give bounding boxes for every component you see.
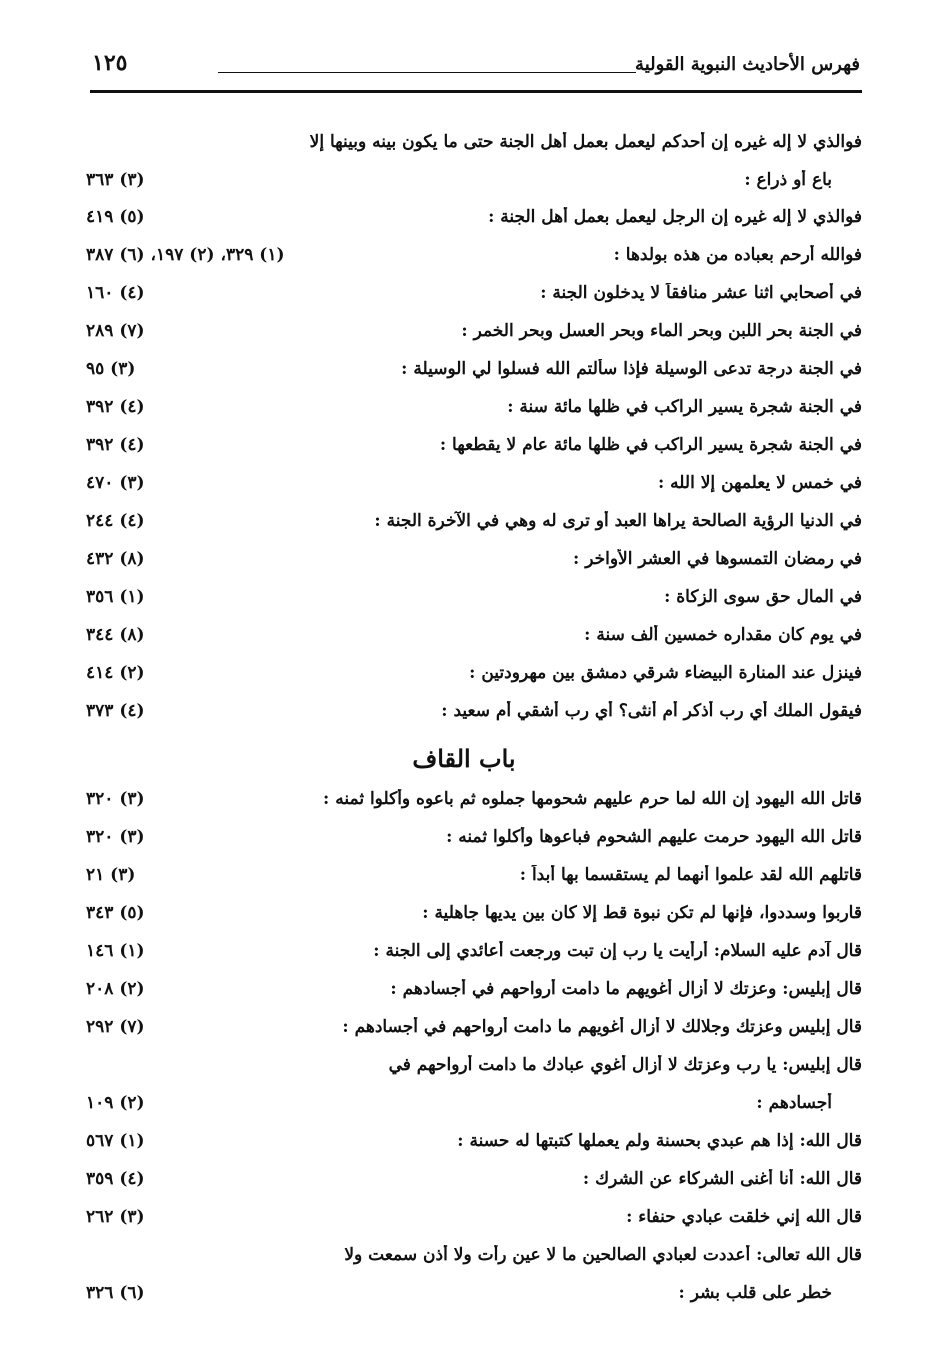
entry-text: فوالذي لا إله غيره إن الرجل ليعمل بعمل أهل الجنة :: [488, 207, 862, 227]
entry-reference: (١) ٥٦٧: [86, 1131, 145, 1151]
entry-text: قال آدم عليه السلام: أرأيت يا رب إن تبت ورجعت أعائدي إلى الجنة :: [373, 941, 862, 961]
entry-text: أجسادهم :: [756, 1093, 832, 1113]
entry-text: في أصحابي اثنا عشر منافقاً لا يدخلون الجنة :: [540, 283, 862, 303]
index-entry: [86, 429, 862, 465]
entry-text: قال إبليس: وعزتك لا أزال أغويهم ما دامت أرواحهم في أجسادهم :: [390, 979, 862, 999]
entry-reference: (٧) ٢٨٩: [86, 321, 145, 341]
entry-text: في المال حق سوى الزكاة :: [664, 587, 862, 607]
entry-reference: (٧) ٢٩٢: [86, 1017, 145, 1037]
entry-reference: (٦) ٣٢٦: [86, 1283, 145, 1303]
index-entry: [86, 1163, 862, 1199]
index-entry: [86, 935, 862, 971]
page-number: ١٢٥: [92, 50, 128, 76]
index-entry: [86, 1277, 862, 1313]
entry-text: خطر على قلب بشر :: [678, 1283, 832, 1303]
index-entry: [86, 1125, 862, 1161]
index-entry: [86, 897, 862, 933]
entry-text: قال الله إني خلقت عبادي حنفاء :: [626, 1207, 862, 1227]
index-entry: [86, 581, 862, 617]
page-header: [90, 46, 862, 86]
entry-reference: (٢) ١٠٩: [86, 1093, 145, 1113]
entry-reference: (٤) ٢٤٤: [86, 511, 145, 531]
entry-text: فوالله أرحم بعباده من هذه بولدها :: [613, 245, 862, 265]
entry-text: قاتل الله اليهود حرمت عليهم الشحوم فباعوها وأكلوا ثمنه :: [446, 827, 862, 847]
entry-reference: (٣) ٤٧٠: [86, 473, 145, 493]
header-rule: [90, 90, 862, 93]
index-entry: [86, 239, 862, 275]
entry-text: في خمس لا يعلمهن إلا الله :: [657, 473, 862, 493]
index-entry: [86, 467, 862, 503]
index-entry: [86, 1239, 862, 1275]
entry-reference: (٤) ٣٩٢: [86, 435, 145, 455]
index-entry: [86, 277, 862, 313]
index-entry: [86, 391, 862, 427]
entry-text: قاتل الله اليهود إن الله لما حرم عليهم شحومها جملوه ثم باعوه وأكلوا ثمنه :: [323, 789, 862, 809]
entry-text: في الجنة شجرة يسير الراكب في ظلها مائة سنة :: [507, 397, 862, 417]
entry-text: في الجنة بحر اللبن وبحر الماء وبحر العسل وبحر الخمر :: [461, 321, 862, 341]
index-entry: [86, 353, 862, 389]
entry-reference: (٣) ٣٢٠: [86, 827, 145, 847]
entry-reference: (٥) ٤١٩: [86, 207, 145, 227]
index-entry: [86, 1011, 862, 1047]
index-entry: [86, 859, 862, 895]
entry-reference: (٨) ٤٣٢: [86, 549, 145, 569]
entry-reference: (٢) ٢٠٨: [86, 979, 145, 999]
index-entry: [86, 695, 862, 731]
entry-reference: (٤) ١٦٠: [86, 283, 145, 303]
entry-text: قال الله تعالى: أعددت لعبادي الصالحين ما لا عين رأت ولا أذن سمعت ولا: [344, 1245, 862, 1265]
index-entry: [86, 783, 862, 819]
entry-reference: (٨) ٣٤٤: [86, 625, 145, 645]
index-entry: [86, 543, 862, 579]
entry-text: في يوم كان مقداره خمسين ألف سنة :: [584, 625, 862, 645]
index-entry: [86, 1201, 862, 1237]
index-entry: [86, 164, 862, 200]
entry-reference: (١) ١٤٦: [86, 941, 145, 961]
entry-text: فوالذي لا إله غيره إن أحدكم ليعمل بعمل أهل الجنة حتى ما يكون بينه وبينها إلا: [309, 132, 862, 152]
entry-text: فيقول الملك أي رب أذكر أم أنثى؟ أي رب أشقي أم سعيد :: [441, 701, 862, 721]
entry-text: في رمضان التمسوها في العشر الأواخر :: [573, 549, 862, 569]
entry-reference: (٢) ٤١٤: [86, 663, 145, 683]
entry-text: قال الله: إذا هم عبدي بحسنة ولم يعملها كتبتها له حسنة :: [457, 1131, 862, 1151]
entry-text: قاربوا وسددوا، فإنها لم تكن نبوة قط إلا كان بين يديها جاهلية :: [422, 903, 862, 923]
entry-text: قال الله: أنا أغنى الشركاء عن الشرك :: [582, 1169, 862, 1189]
entry-text: باع أو ذراع :: [744, 170, 832, 190]
index-entry: [86, 657, 862, 693]
index-entry: [86, 201, 862, 237]
index-entry: [86, 619, 862, 655]
entry-reference: (١) ٣٢٩، (٢) ١٩٧، (٦) ٣٨٧: [86, 245, 285, 265]
index-entry: [86, 505, 862, 541]
entry-reference: (٤) ٣٥٩: [86, 1169, 145, 1189]
entry-reference: (١) ٣٥٦: [86, 587, 145, 607]
entry-reference: (٣) ٩٥: [86, 359, 136, 379]
entry-text: قال إبليس وعزتك وجلالك لا أزال أغويهم ما دامت أرواحهم في أجسادهم :: [342, 1017, 862, 1037]
header-dash-line: [218, 72, 636, 73]
entry-reference: (٣) ٢٦٢: [86, 1207, 145, 1227]
entry-reference: (٣) ٢١: [86, 865, 136, 885]
entry-text: في الدنيا الرؤية الصالحة يراها العبد أو ترى له وهي في الآخرة الجنة :: [374, 511, 862, 531]
index-entry: [86, 1049, 862, 1085]
entry-reference: (٤) ٣٧٣: [86, 701, 145, 721]
index-entry: [86, 973, 862, 1009]
index-entry: [86, 1087, 862, 1123]
running-title: فهرس الأحاديث النبوية القولية: [635, 54, 860, 75]
entry-text: قال إبليس: يا رب وعزتك لا أزال أغوي عبادك ما دامت أرواحهم في: [388, 1055, 862, 1075]
index-entry: [86, 821, 862, 857]
entry-reference: (٣) ٣٦٣: [86, 170, 145, 190]
entry-text: قاتلهم الله لقد علموا أنهما لم يستقسما بها أبداً :: [519, 865, 862, 885]
entry-text: في الجنة درجة تدعى الوسيلة فإذا سألتم الله فسلوا لي الوسيلة :: [401, 359, 862, 379]
entry-reference: (٤) ٣٩٢: [86, 397, 145, 417]
entry-reference: (٥) ٣٤٣: [86, 903, 145, 923]
entry-text: فينزل عند المنارة البيضاء شرقي دمشق بين مهرودتين :: [469, 663, 862, 683]
entry-reference: (٣) ٣٢٠: [86, 789, 145, 809]
entry-text: في الجنة شجرة يسير الراكب في ظلها مائة عام لا يقطعها :: [439, 435, 862, 455]
index-entry: [86, 126, 862, 162]
section-heading: باب القاف: [412, 744, 516, 773]
index-entry: [86, 315, 862, 351]
